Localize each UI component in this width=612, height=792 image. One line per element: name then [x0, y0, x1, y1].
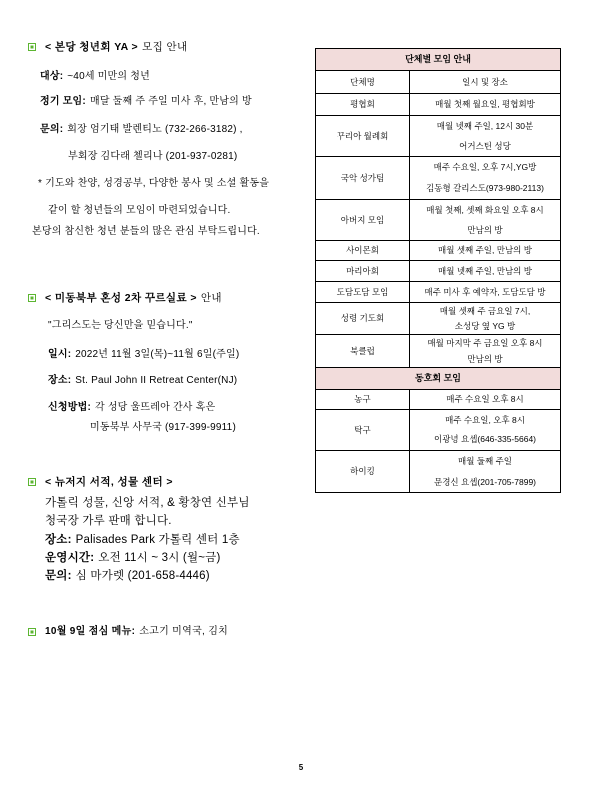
green-square-bullet-icon — [28, 478, 36, 486]
schedule-line: 매월 첫째 월요일, 평협회방 — [435, 99, 535, 109]
group-name: 평협회 — [316, 94, 410, 116]
contact-label: 문의: — [40, 124, 64, 135]
group-schedule — [410, 261, 561, 282]
group-schedule-table-body — [316, 49, 561, 493]
cursillo-title-main: < 미동북부 혼성 2차 꾸르실료 > — [45, 292, 197, 304]
youth-note-line-2: 같이 할 청년들의 모임이 마련되었습니다. — [48, 205, 231, 216]
date-value: 2022년 11월 3일(목)~11월 6일(주일) — [75, 349, 240, 360]
group-schedule — [410, 157, 561, 200]
column-header-group-name: 단체명 — [316, 71, 410, 94]
cursillo-place-line — [48, 374, 237, 388]
schedule-line: 매월 첫째, 셋째 화요일 오후 8시 — [426, 205, 544, 215]
target-value: ~40세 미만의 청년 — [67, 71, 150, 82]
youth-contact-line-2: 부회장 김다래 첼리나 (201-937-0281) — [68, 151, 238, 162]
table-row — [316, 451, 561, 493]
schedule-line: 매주 수요일 오후 8시 — [446, 394, 524, 404]
club-schedule — [410, 451, 561, 493]
group-name: 사이몬회 — [316, 241, 410, 261]
cursillo-date-line — [48, 348, 239, 362]
group-name: 꾸리아 월례회 — [316, 116, 410, 157]
bookstore-title: < 뉴저지 서적, 성물 센터 > — [45, 476, 173, 488]
youth-group-title-main: < 본당 청년회 YA > — [45, 41, 139, 53]
schedule-line: 매월 넷째 주일, 만남의 방 — [438, 265, 532, 276]
group-schedule — [410, 282, 561, 303]
contact-value: 심 마가렛 (201-658-4446) — [75, 570, 210, 582]
schedule-line: 소성당 옆 YG 방 — [454, 320, 516, 331]
schedule-line: 매월 마지막 주 금요일 오후 8시 — [427, 338, 543, 348]
youth-contact-line — [40, 123, 243, 137]
table-header-row — [316, 71, 561, 94]
lunch-menu-notice — [0, 620, 300, 644]
cursillo-motto: "그리스도는 당신만을 믿습니다." — [48, 320, 193, 331]
schedule-line: 매월 넷째 주일, 12시 30분 — [436, 121, 534, 131]
bookstore-place-line — [45, 532, 240, 548]
meeting-value: 매달 둘째 주 주일 미사 후, 만남의 방 — [89, 96, 252, 107]
schedule-line: 매주 미사 후 예약자, 도담도담 방 — [424, 286, 546, 297]
lunch-label: 10월 9일 점심 메뉴: — [45, 626, 136, 637]
group-schedule — [410, 303, 561, 335]
table-row — [316, 282, 561, 303]
youth-target-line — [40, 70, 150, 84]
group-name: 국악 성가팀 — [316, 157, 410, 200]
schedule-line: 만남의 방 — [467, 225, 503, 235]
club-name: 탁구 — [316, 410, 410, 451]
group-name: 마리아회 — [316, 261, 410, 282]
club-schedule — [410, 410, 561, 451]
youth-group-title — [45, 40, 188, 54]
club-name: 농구 — [316, 390, 410, 410]
cursillo-title-suffix: 안내 — [200, 292, 222, 304]
clubs-title-row — [316, 368, 561, 390]
hours-value: 오전 11시 ~ 3시 (월~금) — [98, 552, 221, 564]
group-name: 북클럽 — [316, 335, 410, 368]
youth-note-line-3: 본당의 참신한 청년 분들의 많은 관심 부탁드립니다. — [32, 226, 260, 237]
date-label: 일시: — [48, 349, 72, 360]
place-value: Palisades Park 가톨릭 센터 1층 — [75, 534, 240, 546]
group-schedule — [410, 200, 561, 241]
cursillo-title — [45, 291, 222, 305]
column-header-schedule: 일시 및 장소 — [410, 71, 561, 94]
schedule-line: 김동형 갈리스도(973-980-2113) — [426, 183, 544, 193]
clubs-title: 동호회 모임 — [316, 368, 561, 390]
bookstore-contact-line — [45, 568, 210, 584]
cursillo-apply-line-2: 미동북부 사무국 (917-399-9911) — [90, 422, 236, 433]
club-name: 하이킹 — [316, 451, 410, 493]
table-title: 단체별 모임 안내 — [316, 49, 561, 71]
bookstore-notice — [0, 470, 300, 586]
club-schedule — [410, 390, 561, 410]
table-row — [316, 94, 561, 116]
meeting-label: 정기 모임: — [40, 96, 86, 107]
target-label: 대상: — [40, 71, 64, 82]
group-name: 도담도담 모임 — [316, 282, 410, 303]
schedule-line: 어거스틴 성당 — [459, 141, 511, 151]
youth-meeting-line — [40, 95, 252, 109]
group-schedule-table — [315, 48, 561, 493]
schedule-line: 매월 셋째 주일, 만남의 방 — [438, 245, 532, 255]
table-row — [316, 335, 561, 368]
schedule-line: 매월 셋째 주 금요일 7시, — [439, 305, 531, 316]
group-name: 아버지 모임 — [316, 200, 410, 241]
group-schedule — [410, 94, 561, 116]
table-row — [316, 200, 561, 241]
green-square-bullet-icon — [28, 628, 36, 636]
green-square-bullet-icon — [28, 294, 36, 302]
table-row — [316, 241, 561, 261]
place-value: St. Paul John II Retreat Center(NJ) — [75, 375, 238, 386]
table-row — [316, 410, 561, 451]
youth-note-line-1: * 기도와 찬양, 성경공부, 다양한 봉사 및 소셜 활동을 — [38, 178, 270, 189]
apply-label: 신청방법: — [48, 402, 91, 413]
table-row — [316, 157, 561, 200]
table-row — [316, 390, 561, 410]
group-schedule — [410, 335, 561, 368]
bookstore-desc-line-2: 청국장 가루 판매 합니다. — [45, 515, 172, 527]
place-label: 장소: — [45, 534, 72, 546]
schedule-line: 매주 수요일, 오후 8시 — [445, 414, 525, 425]
bookstore-desc-line-1: 가톨릭 성물, 신앙 서적, & 황창연 신부님 — [45, 497, 250, 509]
schedule-line: 문경신 요셉(201-705-7899) — [433, 476, 536, 487]
group-name: 성령 기도회 — [316, 303, 410, 335]
youth-group-notice — [0, 36, 300, 242]
table-title-row — [316, 49, 561, 71]
schedule-line: 매주 수요일, 오후 7시,YG방 — [433, 162, 537, 172]
group-schedule — [410, 241, 561, 261]
group-schedule — [410, 116, 561, 157]
lunch-menu-line — [45, 625, 228, 639]
schedule-line: 이광녕 요셉(646-335-5664) — [433, 434, 536, 444]
table-row — [316, 261, 561, 282]
place-label: 장소: — [48, 375, 72, 386]
schedule-line: 매월 둘째 주일 — [458, 456, 512, 466]
youth-group-title-suffix: 모집 안내 — [142, 41, 188, 53]
table-row — [316, 303, 561, 335]
schedule-line: 만남의 방 — [467, 354, 503, 364]
cursillo-apply-line — [48, 401, 215, 415]
green-square-bullet-icon — [28, 43, 36, 51]
lunch-value: 소고기 미역국, 김치 — [139, 626, 229, 637]
contact-value: 회장 엄기태 발렌티노 (732-266-3182) , — [67, 124, 243, 135]
bookstore-hours-line — [45, 550, 221, 566]
contact-label: 문의: — [45, 570, 72, 582]
table-row — [316, 116, 561, 157]
apply-value: 각 성당 울뜨레아 간사 혹은 — [94, 402, 216, 413]
hours-label: 운영시간: — [45, 552, 95, 564]
page-number: 5 — [298, 763, 304, 772]
cursillo-notice — [0, 286, 300, 438]
